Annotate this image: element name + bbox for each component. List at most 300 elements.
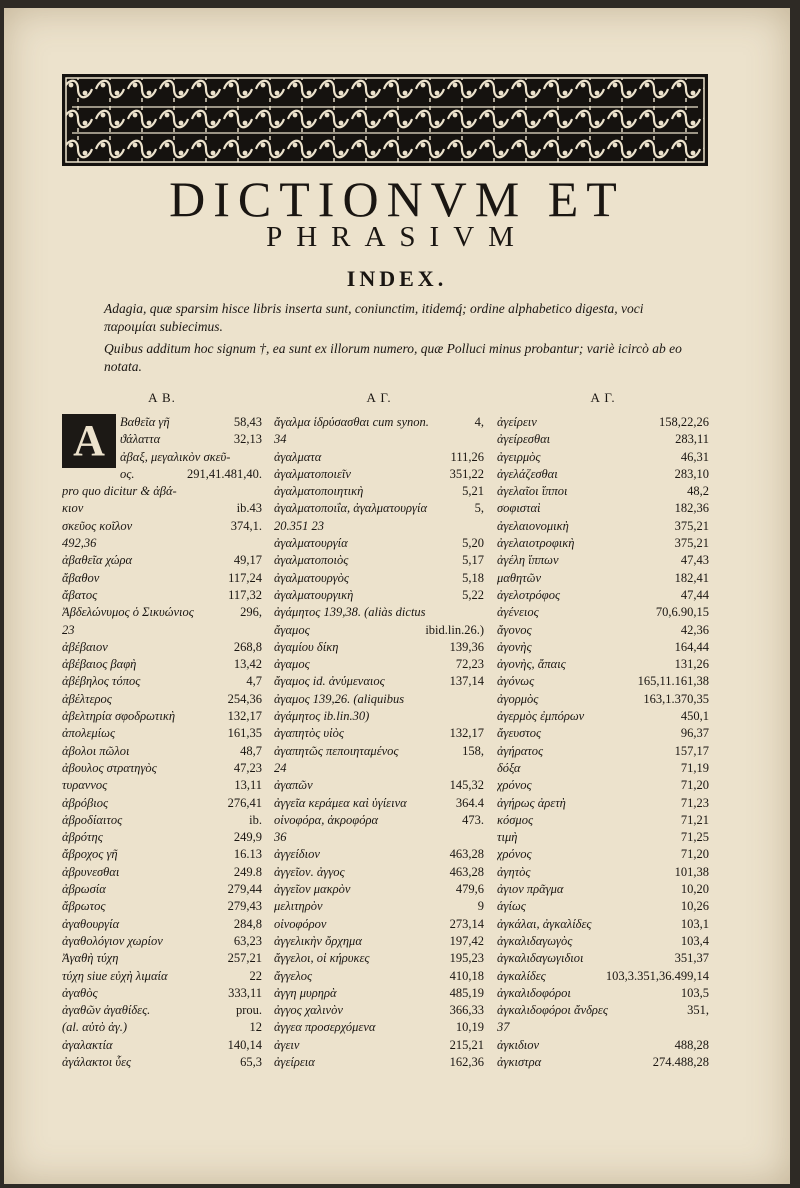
entry-reference: 163,1.370,35 (643, 691, 709, 706)
index-entry (274, 604, 484, 621)
index-entry (497, 968, 709, 985)
entry-term: ἀγγεῖον μακρὸν (274, 882, 351, 897)
index-entry (274, 483, 484, 500)
entry-term: ἀγαμος (274, 657, 310, 672)
entry-term: Ἀβδελώνυμος ὁ Σικυώνιος (62, 605, 194, 620)
entry-reference: 158,22,26 (659, 415, 709, 429)
entry-term: ἀγαλματοποιὸς (274, 553, 349, 568)
index-entry (274, 570, 484, 587)
entry-term: ἀγαπῶν (274, 778, 313, 793)
entry-reference: 103,4 (680, 933, 709, 948)
index-column-2 (274, 390, 484, 1071)
entry-term: 36 (274, 830, 287, 845)
entry-reference: 47,23 (233, 760, 262, 775)
entry-term: ἄβαθον (62, 570, 100, 585)
entry-reference: 10,20 (680, 882, 709, 897)
entry-reference: 132,17 (227, 709, 262, 724)
entry-term: ἀγονὴς (497, 639, 532, 654)
entry-term: ἀβουλος στρατηγὸς (62, 760, 157, 775)
index-entry (62, 518, 262, 535)
entry-reference: 132,17 (449, 726, 484, 741)
index-entry (274, 1054, 484, 1071)
entry-term: ἄγγελος (274, 968, 313, 983)
index-entry (62, 1019, 262, 1036)
index-entry (62, 812, 262, 829)
entry-reference: 117,24 (228, 570, 262, 585)
index-entry (274, 518, 484, 535)
entry-term: ἄγονος (497, 622, 532, 637)
entry-list (497, 414, 709, 1071)
entry-reference: 5,20 (462, 536, 484, 551)
entry-reference: 351,37 (674, 951, 709, 966)
entry-term: ἀγητὸς (497, 864, 531, 879)
index-entry (497, 743, 709, 760)
entry-term: ἀγκάλαι, ἀγκαλίδες (497, 916, 592, 931)
entry-reference: ib. (249, 812, 262, 827)
index-entry (62, 777, 262, 794)
entry-reference: 71,21 (680, 812, 709, 827)
entry-reference: 4,7 (246, 674, 262, 689)
index-entry (274, 777, 484, 794)
entry-term: ἀβρυνεσθαι (62, 864, 120, 879)
entry-reference: 101,38 (674, 864, 709, 879)
index-entry (497, 500, 709, 517)
entry-reference: 103,5 (680, 985, 709, 1000)
entry-reference: 410,18 (449, 968, 484, 983)
entry-term: οἰνοφόρον (274, 916, 327, 931)
entry-reference: 63,23 (233, 933, 262, 948)
entry-reference: 10,19 (455, 1020, 484, 1035)
entry-reference: 364.4 (455, 795, 484, 810)
entry-term: ἀγάμητος 139,38. (aliàs dictus (274, 605, 426, 620)
entry-reference: 473. (462, 812, 484, 827)
entry-reference: 283,10 (674, 466, 709, 481)
index-entry (62, 725, 262, 742)
index-entry (274, 725, 484, 742)
entry-term: ος. (120, 466, 135, 481)
entry-term: ἀγαλματοποιΐα, ἀγαλματουργία (274, 501, 428, 516)
entry-reference: 5,18 (462, 570, 484, 585)
index-entry (497, 535, 709, 552)
decorated-initial: A (62, 414, 116, 468)
entry-term: τυραννος (62, 778, 108, 793)
entry-reference: 5, (474, 501, 484, 516)
index-entry (497, 864, 709, 881)
entry-reference: 111,26 (450, 449, 484, 464)
index-entry (497, 656, 709, 673)
entry-reference: 48,2 (687, 484, 709, 499)
index-entry (497, 846, 709, 863)
entry-term: ἀγέλη ἵππων (497, 553, 559, 568)
entry-reference: 47,43 (680, 553, 709, 568)
index-entry (274, 812, 484, 829)
index-entry (274, 1037, 484, 1054)
entry-list (274, 414, 484, 1071)
entry-reference: 254,36 (227, 691, 262, 706)
entry-term: 20.351 23 (274, 518, 324, 533)
index-entry (120, 431, 262, 448)
entry-term: pro quo dicitur & ἀβά- (62, 484, 177, 499)
entry-term: ἄγαμος (274, 622, 310, 637)
entry-reference: 71,25 (680, 830, 709, 845)
entry-term: ἄβατος (62, 587, 98, 602)
entry-term: ἀβέβαιον (62, 639, 108, 654)
index-entry (274, 933, 484, 950)
index-entry (274, 881, 484, 898)
entry-reference: 32,13 (233, 432, 262, 447)
entry-reference: 4, (474, 415, 484, 429)
entry-term: ἀγαλματοποιεῖν (274, 466, 351, 481)
entry-reference: 103,3.351,36.499,14 (605, 968, 709, 983)
index-entry (274, 1002, 484, 1019)
entry-reference: 13,42 (233, 657, 262, 672)
entry-term: ἀγκιδιον (497, 1037, 540, 1052)
entry-term: ἁγίως (497, 899, 526, 914)
entry-term: ἀβαθεῖα χώρα (62, 553, 133, 568)
index-entry (497, 881, 709, 898)
index-entry (120, 449, 262, 466)
entry-reference: 215,21 (449, 1037, 484, 1052)
entry-term: ἀγελάζεσθαι (497, 466, 558, 481)
index-entry (497, 518, 709, 535)
entry-reference: 13,11 (234, 778, 262, 793)
entry-reference: 488,28 (674, 1037, 709, 1052)
entry-reference: 16.13 (233, 847, 262, 862)
entry-reference: 197,42 (449, 933, 484, 948)
entry-reference: 9 (477, 899, 484, 914)
index-entry (62, 639, 262, 656)
index-entry (62, 864, 262, 881)
entry-reference: 12 (249, 1020, 262, 1035)
entry-term: ἀβρόβιος (62, 795, 109, 810)
index-entry (62, 760, 262, 777)
index-entry (274, 691, 484, 708)
index-entry (62, 950, 262, 967)
index-column-1 (62, 390, 262, 1071)
entry-reference: 140,14 (227, 1037, 262, 1052)
index-entry (274, 743, 484, 760)
index-entry (497, 916, 709, 933)
entry-reference: 164,44 (674, 639, 709, 654)
index-entry (497, 449, 709, 466)
entry-term: σοφισταὶ (497, 501, 541, 516)
index-entry (274, 622, 484, 639)
entry-reference: 58,43 (233, 415, 262, 429)
index-entry (274, 795, 484, 812)
entry-reference: 375,21 (674, 518, 709, 533)
entry-term: ἀγκιστρα (497, 1054, 542, 1069)
index-entry (120, 414, 262, 431)
title-line-1: DICTIONVM ET (169, 171, 625, 227)
entry-term: ἀγγη μυρηρὰ (274, 985, 337, 1000)
index-entry (62, 552, 262, 569)
index-entry (497, 622, 709, 639)
entry-reference: 137,14 (449, 674, 484, 689)
entry-reference: 249,9 (233, 830, 262, 845)
index-entry (62, 933, 262, 950)
entry-reference: 161,35 (227, 726, 262, 741)
entry-term: ἀγαλματοποιητικὴ (274, 484, 364, 499)
index-entry (274, 950, 484, 967)
index-entry (497, 431, 709, 448)
entry-term: ἀγγελικὴν ὄρχημα (274, 933, 362, 948)
index-entry (497, 1002, 709, 1019)
entry-term: ἄγγελοι, οἱ κήρυκες (274, 951, 370, 966)
index-entry (62, 691, 262, 708)
index-entry (497, 1019, 709, 1036)
entry-term: ἀγειν (274, 1037, 300, 1052)
entry-term: ἀγαλακτία (62, 1037, 113, 1052)
book-page (4, 8, 790, 1184)
entry-term: ἀγαθὸς (62, 985, 98, 1000)
index-entry (62, 743, 262, 760)
index-entry (62, 622, 262, 639)
entry-term: ἀγάμητος ib.lin.30) (274, 709, 370, 724)
entry-reference: 49,17 (233, 553, 262, 568)
entry-term: Ἀγαθὴ τύχη (62, 951, 119, 966)
index-entry (62, 656, 262, 673)
entry-reference: 333,11 (228, 985, 262, 1000)
index-entry (120, 466, 262, 483)
entry-reference: 276,41 (227, 795, 262, 810)
index-entry (62, 570, 262, 587)
index-entry (62, 673, 262, 690)
entry-reference: 65,3 (240, 1054, 262, 1069)
entry-reference: 71,23 (680, 795, 709, 810)
entry-reference: 162,36 (449, 1054, 484, 1069)
entry-reference: 165,11.161,38 (637, 674, 709, 689)
entry-reference: 279,43 (227, 899, 262, 914)
entry-reference: 145,32 (449, 778, 484, 793)
index-entry (274, 985, 484, 1002)
entry-term: ἄβρωτος (62, 899, 106, 914)
entry-reference: 479,6 (455, 882, 484, 897)
entry-term: ἀβαξ, μεγαλικὸν σκεῦ- (120, 449, 231, 464)
entry-reference: 71,20 (680, 847, 709, 862)
index-entry (497, 933, 709, 950)
index-entry (497, 985, 709, 1002)
entry-term: ἀγένειος (497, 605, 539, 620)
index-entry (274, 760, 484, 777)
entry-term: ἀγκαλίδες (497, 968, 546, 983)
entry-term: ἀγελαιονομικὴ (497, 518, 569, 533)
entry-reference: 195,23 (449, 951, 484, 966)
entry-term: ἄγευστος (497, 726, 542, 741)
intro-paragraph-adagia: Adagia, quæ sparsim hisce libris inserta sunt, coniunctim, itidemq́; ordine alphabetico digesta, voci παροιμίαι subiecimus. (104, 301, 644, 334)
entry-reference: 10,26 (680, 899, 709, 914)
entry-term: ἀπολεμίως (62, 726, 116, 741)
entry-reference: 291,41.481,40. (187, 466, 262, 481)
column-heading: A Γ. (590, 390, 616, 405)
entry-term: ἀβελτηρία σφοδρωτικὴ (62, 709, 176, 724)
index-entry (274, 968, 484, 985)
index-entry (274, 846, 484, 863)
index-entry (497, 725, 709, 742)
entry-term: ἀγαμίου δίκη (274, 639, 339, 654)
entry-term: ἀγαθουργία (62, 916, 120, 931)
entry-term: ἀγγεῖον. ἀγγος (274, 864, 345, 879)
entry-term: ἀγκαλιδοφόροι (497, 985, 571, 1000)
index-entry (497, 898, 709, 915)
index-entry (497, 466, 709, 483)
entry-term: ἀγκαλιδοφόροι ἄνδρες (497, 1003, 608, 1018)
entry-term: ἀγονὴς, ἄπαις (497, 657, 566, 672)
index-entry (274, 673, 484, 690)
column-heading: A B. (148, 390, 176, 405)
entry-term: ἀγείρειν (497, 415, 537, 429)
entry-reference: 46,31 (680, 449, 709, 464)
entry-term: ἀγαλματουργία (274, 536, 348, 551)
entry-term: ἀγαπητῶς πεποιηταμένος (274, 743, 399, 758)
entry-reference: 71,20 (680, 778, 709, 793)
index-entry (62, 985, 262, 1002)
entry-term: 37 (497, 1020, 510, 1035)
index-entry (62, 1037, 262, 1054)
entry-term: ἀγάλακτοι ὗες (62, 1054, 132, 1069)
entry-term: δόξα (497, 760, 521, 775)
entry-reference: 182,36 (674, 501, 709, 516)
column-heading: A Γ. (366, 390, 392, 405)
index-entry (497, 570, 709, 587)
entry-term: ἀβρότης (62, 830, 103, 845)
index-entry (274, 639, 484, 656)
entry-reference: 296, (240, 605, 262, 620)
entry-term: 23 (62, 622, 75, 637)
entry-term: ἀγείρεσθαι (497, 432, 551, 447)
entry-term: ἀγγείδιον (274, 847, 320, 862)
entry-reference: 273,14 (449, 916, 484, 931)
index-entry (497, 1037, 709, 1054)
entry-term: ἀγαπητὸς υἱὸς (274, 726, 344, 741)
entry-term: ἄγαλμα ἱδρύσασθαι cum synon. (274, 415, 429, 429)
entry-reference: 366,33 (449, 1003, 484, 1018)
index-entry (62, 587, 262, 604)
index-entry (497, 483, 709, 500)
entry-term: ἀγαλματουργικὴ (274, 587, 354, 602)
entry-reference: 42,36 (680, 622, 709, 637)
entry-reference: 375,21 (674, 536, 709, 551)
entry-reference: 283,11 (675, 432, 709, 447)
entry-reference: 131,26 (674, 657, 709, 672)
entry-term: ἀγειρμὸς (497, 449, 541, 464)
index-entry (497, 829, 709, 846)
entry-term: σκεῦος κοῖλον (62, 518, 133, 533)
index-entry (497, 552, 709, 569)
index-entry (497, 1054, 709, 1071)
entry-term: 492,36 (62, 536, 97, 551)
index-entry (497, 795, 709, 812)
entry-reference: 374,1. (230, 518, 262, 533)
entry-term: ἀγήρως ἀρετὴ (497, 795, 566, 810)
index-entry (497, 708, 709, 725)
entry-term: ἀγκαλιδαγωγὸς (497, 933, 573, 948)
entry-reference: 485,19 (449, 985, 484, 1000)
entry-term: οἰνοφόρα, ἀκροφόρα (274, 812, 379, 827)
index-entry (274, 500, 484, 517)
entry-reference: 463,28 (449, 864, 484, 879)
entry-term: ἄβροχος γῆ (62, 847, 118, 862)
index-entry (497, 604, 709, 621)
entry-reference: 5,17 (462, 553, 484, 568)
index-entry (274, 587, 484, 604)
index-entry (62, 604, 262, 621)
index-column-3 (497, 390, 709, 1071)
ornamental-headpiece (62, 74, 708, 166)
entry-term: ἀβολοι πῶλοι (62, 743, 130, 758)
entry-term: μελιτηρὸν (274, 899, 323, 914)
title-line-3: INDEX. (346, 266, 448, 291)
entry-term: ἀβέβηλος τόπος (62, 674, 141, 689)
index-entry (274, 864, 484, 881)
index-entry (62, 916, 262, 933)
entry-term: μαθητῶν (497, 570, 542, 585)
entry-term: ἀγαμος 139,26. (aliquibus (274, 691, 405, 706)
entry-term: ἀγαλματα (274, 449, 322, 464)
entry-term: ἀγαλματουργὸς (274, 570, 350, 585)
index-entry (274, 829, 484, 846)
index-entry (62, 708, 262, 725)
entry-reference: 351, (687, 1003, 709, 1018)
intro-paragraph-signum: Quibus additum hoc signum †, ea sunt ex illorum numero, quæ Polluci minus probantur; variè icircò ab eo notata. (104, 341, 682, 374)
index-entry (497, 760, 709, 777)
index-entry (274, 414, 484, 431)
entry-term: Βαθεῖα γῆ (120, 415, 170, 429)
index-entry (62, 483, 262, 500)
entry-reference: 5,22 (462, 587, 484, 602)
index-entry (274, 431, 484, 448)
entry-reference: 450,1 (680, 709, 709, 724)
index-entry (497, 950, 709, 967)
entry-reference: 249.8 (233, 864, 262, 879)
entry-term: ἁβροδίαιτος (62, 812, 123, 827)
entry-term: ἀγελοτρόφος (497, 587, 561, 602)
entry-term: ἀβρωσία (62, 882, 106, 897)
index-entry (274, 466, 484, 483)
index-entry (274, 656, 484, 673)
index-entry (497, 673, 709, 690)
entry-reference: ibid.lin.26.) (425, 622, 484, 637)
entry-term: 34 (274, 432, 287, 447)
title-line-2: PHRASIVM (266, 221, 528, 253)
entry-term: ἀγορμὸς (497, 691, 539, 706)
entry-term: ἀγελαῖοι ἵπποι (497, 484, 568, 499)
entry-reference: 268,8 (233, 639, 262, 654)
index-entry (274, 898, 484, 915)
entry-list (62, 414, 262, 1071)
entry-reference: 117,32 (228, 587, 262, 602)
entry-term: ϑάλαττα (120, 432, 161, 447)
entry-term: κόσμος (497, 812, 534, 827)
entry-term: ἀγελαιοτροφικὴ (497, 536, 575, 551)
entry-term: ἀγαθολόγιον χωρίον (62, 933, 163, 948)
entry-term: ἀγερμὸς ἐμπόρων (497, 709, 585, 724)
entry-term: (al. αὐτὸ ἀγ.) (62, 1020, 128, 1035)
index-entry (274, 1019, 484, 1036)
index-entry (497, 812, 709, 829)
entry-term: ἀβέλτερος (62, 691, 112, 706)
index-entry (62, 881, 262, 898)
entry-term: ἀγήρατος (497, 743, 544, 758)
index-entry (62, 500, 262, 517)
entry-term: ἄγαμος id. ἀνύμεναιος (274, 674, 385, 689)
entry-reference: 96,37 (680, 726, 709, 741)
entry-term: χρόνος (497, 847, 532, 862)
entry-term: ἀγγεῖα κεράμεα καὶ ὑγίεινα (274, 795, 407, 810)
entry-reference: 139,36 (449, 639, 484, 654)
index-entry (62, 898, 262, 915)
entry-reference: 158, (462, 743, 484, 758)
entry-reference: 257,21 (227, 951, 262, 966)
